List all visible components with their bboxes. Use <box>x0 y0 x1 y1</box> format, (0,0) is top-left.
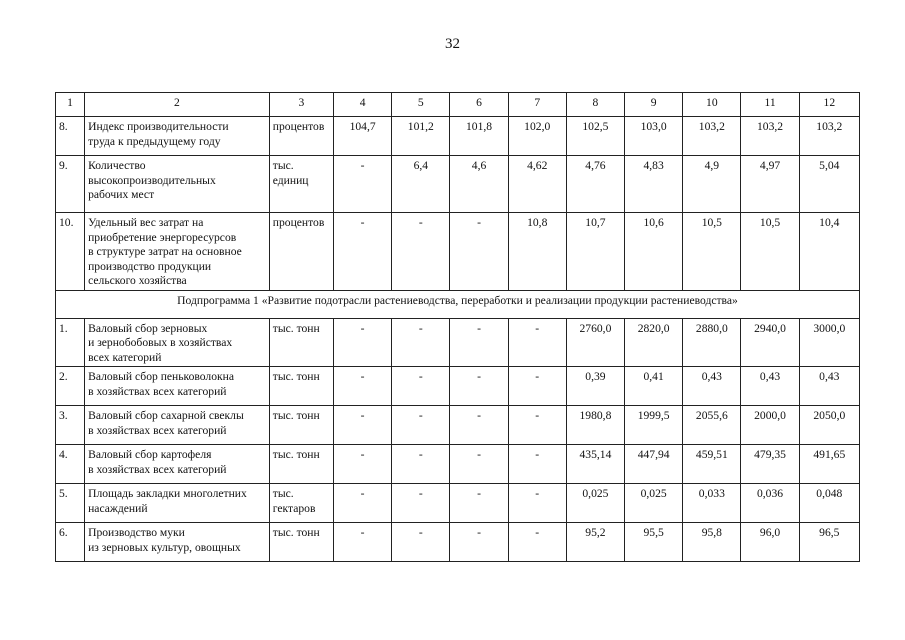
unit-cell: процентов <box>269 213 333 291</box>
value-cell: 95,5 <box>625 523 683 562</box>
value-cell: 103,2 <box>799 117 859 156</box>
value-cell: 447,94 <box>625 445 683 484</box>
row-number: 10. <box>56 213 85 291</box>
value-cell: 0,39 <box>566 367 624 406</box>
value-cell: 4,62 <box>508 156 566 213</box>
column-header-3: 3 <box>269 93 333 117</box>
value-cell: - <box>508 318 566 367</box>
value-cell: 3000,0 <box>799 318 859 367</box>
column-header-10: 10 <box>683 93 741 117</box>
value-cell: - <box>334 406 392 445</box>
column-header-9: 9 <box>625 93 683 117</box>
value-cell: - <box>450 484 508 523</box>
column-header-2: 2 <box>85 93 270 117</box>
value-cell: - <box>450 213 508 291</box>
value-cell: - <box>334 484 392 523</box>
row-number: 2. <box>56 367 85 406</box>
value-cell: 4,83 <box>625 156 683 213</box>
value-cell: 0,025 <box>625 484 683 523</box>
value-cell: - <box>392 484 450 523</box>
value-cell: 103,0 <box>625 117 683 156</box>
table-row <box>56 156 860 213</box>
value-cell: 2940,0 <box>741 318 799 367</box>
value-cell: - <box>450 445 508 484</box>
value-cell: 10,5 <box>741 213 799 291</box>
value-cell: 0,025 <box>566 484 624 523</box>
value-cell: - <box>508 484 566 523</box>
value-cell: - <box>392 367 450 406</box>
value-cell: - <box>508 445 566 484</box>
row-number: 4. <box>56 445 85 484</box>
table-row <box>56 318 860 367</box>
column-header-1: 1 <box>56 93 85 117</box>
row-number: 8. <box>56 117 85 156</box>
table-row <box>56 117 860 156</box>
value-cell: - <box>392 523 450 562</box>
column-header-6: 6 <box>450 93 508 117</box>
value-cell: 479,35 <box>741 445 799 484</box>
value-cell: - <box>450 406 508 445</box>
value-cell: 101,2 <box>392 117 450 156</box>
value-cell: 96,0 <box>741 523 799 562</box>
value-cell: 95,2 <box>566 523 624 562</box>
value-cell: - <box>450 318 508 367</box>
unit-cell: тыс. единиц <box>269 156 333 213</box>
value-cell: 10,4 <box>799 213 859 291</box>
column-header-12: 12 <box>799 93 859 117</box>
table-row <box>56 367 860 406</box>
value-cell: - <box>334 445 392 484</box>
page-number: 32 <box>445 36 460 52</box>
value-cell: 0,43 <box>683 367 741 406</box>
value-cell: 10,6 <box>625 213 683 291</box>
column-header-5: 5 <box>392 93 450 117</box>
value-cell: 4,9 <box>683 156 741 213</box>
value-cell: 5,04 <box>799 156 859 213</box>
table-row <box>56 445 860 484</box>
row-number: 6. <box>56 523 85 562</box>
value-cell: 10,8 <box>508 213 566 291</box>
value-cell: 0,43 <box>741 367 799 406</box>
unit-cell: тыс. тонн <box>269 367 333 406</box>
value-cell: 2820,0 <box>625 318 683 367</box>
row-number: 5. <box>56 484 85 523</box>
value-cell: 101,8 <box>450 117 508 156</box>
value-cell: - <box>392 318 450 367</box>
value-cell: 103,2 <box>741 117 799 156</box>
value-cell: - <box>450 523 508 562</box>
value-cell: - <box>508 367 566 406</box>
value-cell: 0,048 <box>799 484 859 523</box>
table-row <box>56 523 860 562</box>
value-cell: - <box>334 213 392 291</box>
value-cell: 102,0 <box>508 117 566 156</box>
row-number: 1. <box>56 318 85 367</box>
value-cell: 2000,0 <box>741 406 799 445</box>
value-cell: 2760,0 <box>566 318 624 367</box>
column-header-7: 7 <box>508 93 566 117</box>
value-cell: 95,8 <box>683 523 741 562</box>
indicator-name: Количество высокопроизводительных рабочих мест <box>85 156 270 213</box>
value-cell: - <box>392 445 450 484</box>
column-header-11: 11 <box>741 93 799 117</box>
value-cell: 2055,6 <box>683 406 741 445</box>
value-cell: 491,65 <box>799 445 859 484</box>
value-cell: 0,43 <box>799 367 859 406</box>
table-row <box>56 484 860 523</box>
row-number: 9. <box>56 156 85 213</box>
indicator-name: Индекс производительности труда к предыдущему году <box>85 117 270 156</box>
unit-cell: тыс. тонн <box>269 523 333 562</box>
value-cell: - <box>334 156 392 213</box>
value-cell: 4,76 <box>566 156 624 213</box>
value-cell: - <box>334 318 392 367</box>
column-header-8: 8 <box>566 93 624 117</box>
unit-cell: тыс. тонн <box>269 445 333 484</box>
value-cell: 1999,5 <box>625 406 683 445</box>
value-cell: 6,4 <box>392 156 450 213</box>
value-cell: - <box>334 523 392 562</box>
indicator-name: Валовый сбор пеньковолокна в хозяйствах всех категорий <box>85 367 270 406</box>
table-row <box>56 213 860 291</box>
value-cell: 103,2 <box>683 117 741 156</box>
row-number: 3. <box>56 406 85 445</box>
value-cell: 459,51 <box>683 445 741 484</box>
indicator-name: Удельный вес затрат на приобретение энергоресурсов в структуре затрат на основное производство продукции сельского хозяйства <box>85 213 270 291</box>
value-cell: 2880,0 <box>683 318 741 367</box>
value-cell: 435,14 <box>566 445 624 484</box>
column-header-4: 4 <box>334 93 392 117</box>
indicator-name: Валовый сбор сахарной свеклы в хозяйствах всех категорий <box>85 406 270 445</box>
unit-cell: тыс. гектаров <box>269 484 333 523</box>
indicator-name: Валовый сбор зерновых и зернобобовых в хозяйствах всех категорий <box>85 318 270 367</box>
value-cell: 102,5 <box>566 117 624 156</box>
value-cell: 1980,8 <box>566 406 624 445</box>
value-cell: 4,97 <box>741 156 799 213</box>
subprogram-row <box>56 290 860 318</box>
unit-cell: тыс. тонн <box>269 406 333 445</box>
subprogram-title: Подпрограмма 1 «Развитие подотрасли растениеводства, переработки и реализации продукции растениеводства» <box>56 290 860 318</box>
value-cell: 2050,0 <box>799 406 859 445</box>
value-cell: - <box>450 367 508 406</box>
value-cell: 104,7 <box>334 117 392 156</box>
indicator-name: Производство муки из зерновых культур, овощных <box>85 523 270 562</box>
table-row <box>56 406 860 445</box>
indicators-table <box>55 92 860 562</box>
unit-cell: процентов <box>269 117 333 156</box>
value-cell: 10,5 <box>683 213 741 291</box>
value-cell: 96,5 <box>799 523 859 562</box>
value-cell: 4,6 <box>450 156 508 213</box>
table-header-row <box>56 93 860 117</box>
value-cell: - <box>392 406 450 445</box>
value-cell: - <box>508 523 566 562</box>
unit-cell: тыс. тонн <box>269 318 333 367</box>
value-cell: - <box>392 213 450 291</box>
value-cell: 0,033 <box>683 484 741 523</box>
value-cell: 0,41 <box>625 367 683 406</box>
value-cell: - <box>334 367 392 406</box>
value-cell: 0,036 <box>741 484 799 523</box>
indicator-name: Площадь закладки многолетних насаждений <box>85 484 270 523</box>
value-cell: - <box>508 406 566 445</box>
indicator-name: Валовый сбор картофеля в хозяйствах всех категорий <box>85 445 270 484</box>
value-cell: 10,7 <box>566 213 624 291</box>
